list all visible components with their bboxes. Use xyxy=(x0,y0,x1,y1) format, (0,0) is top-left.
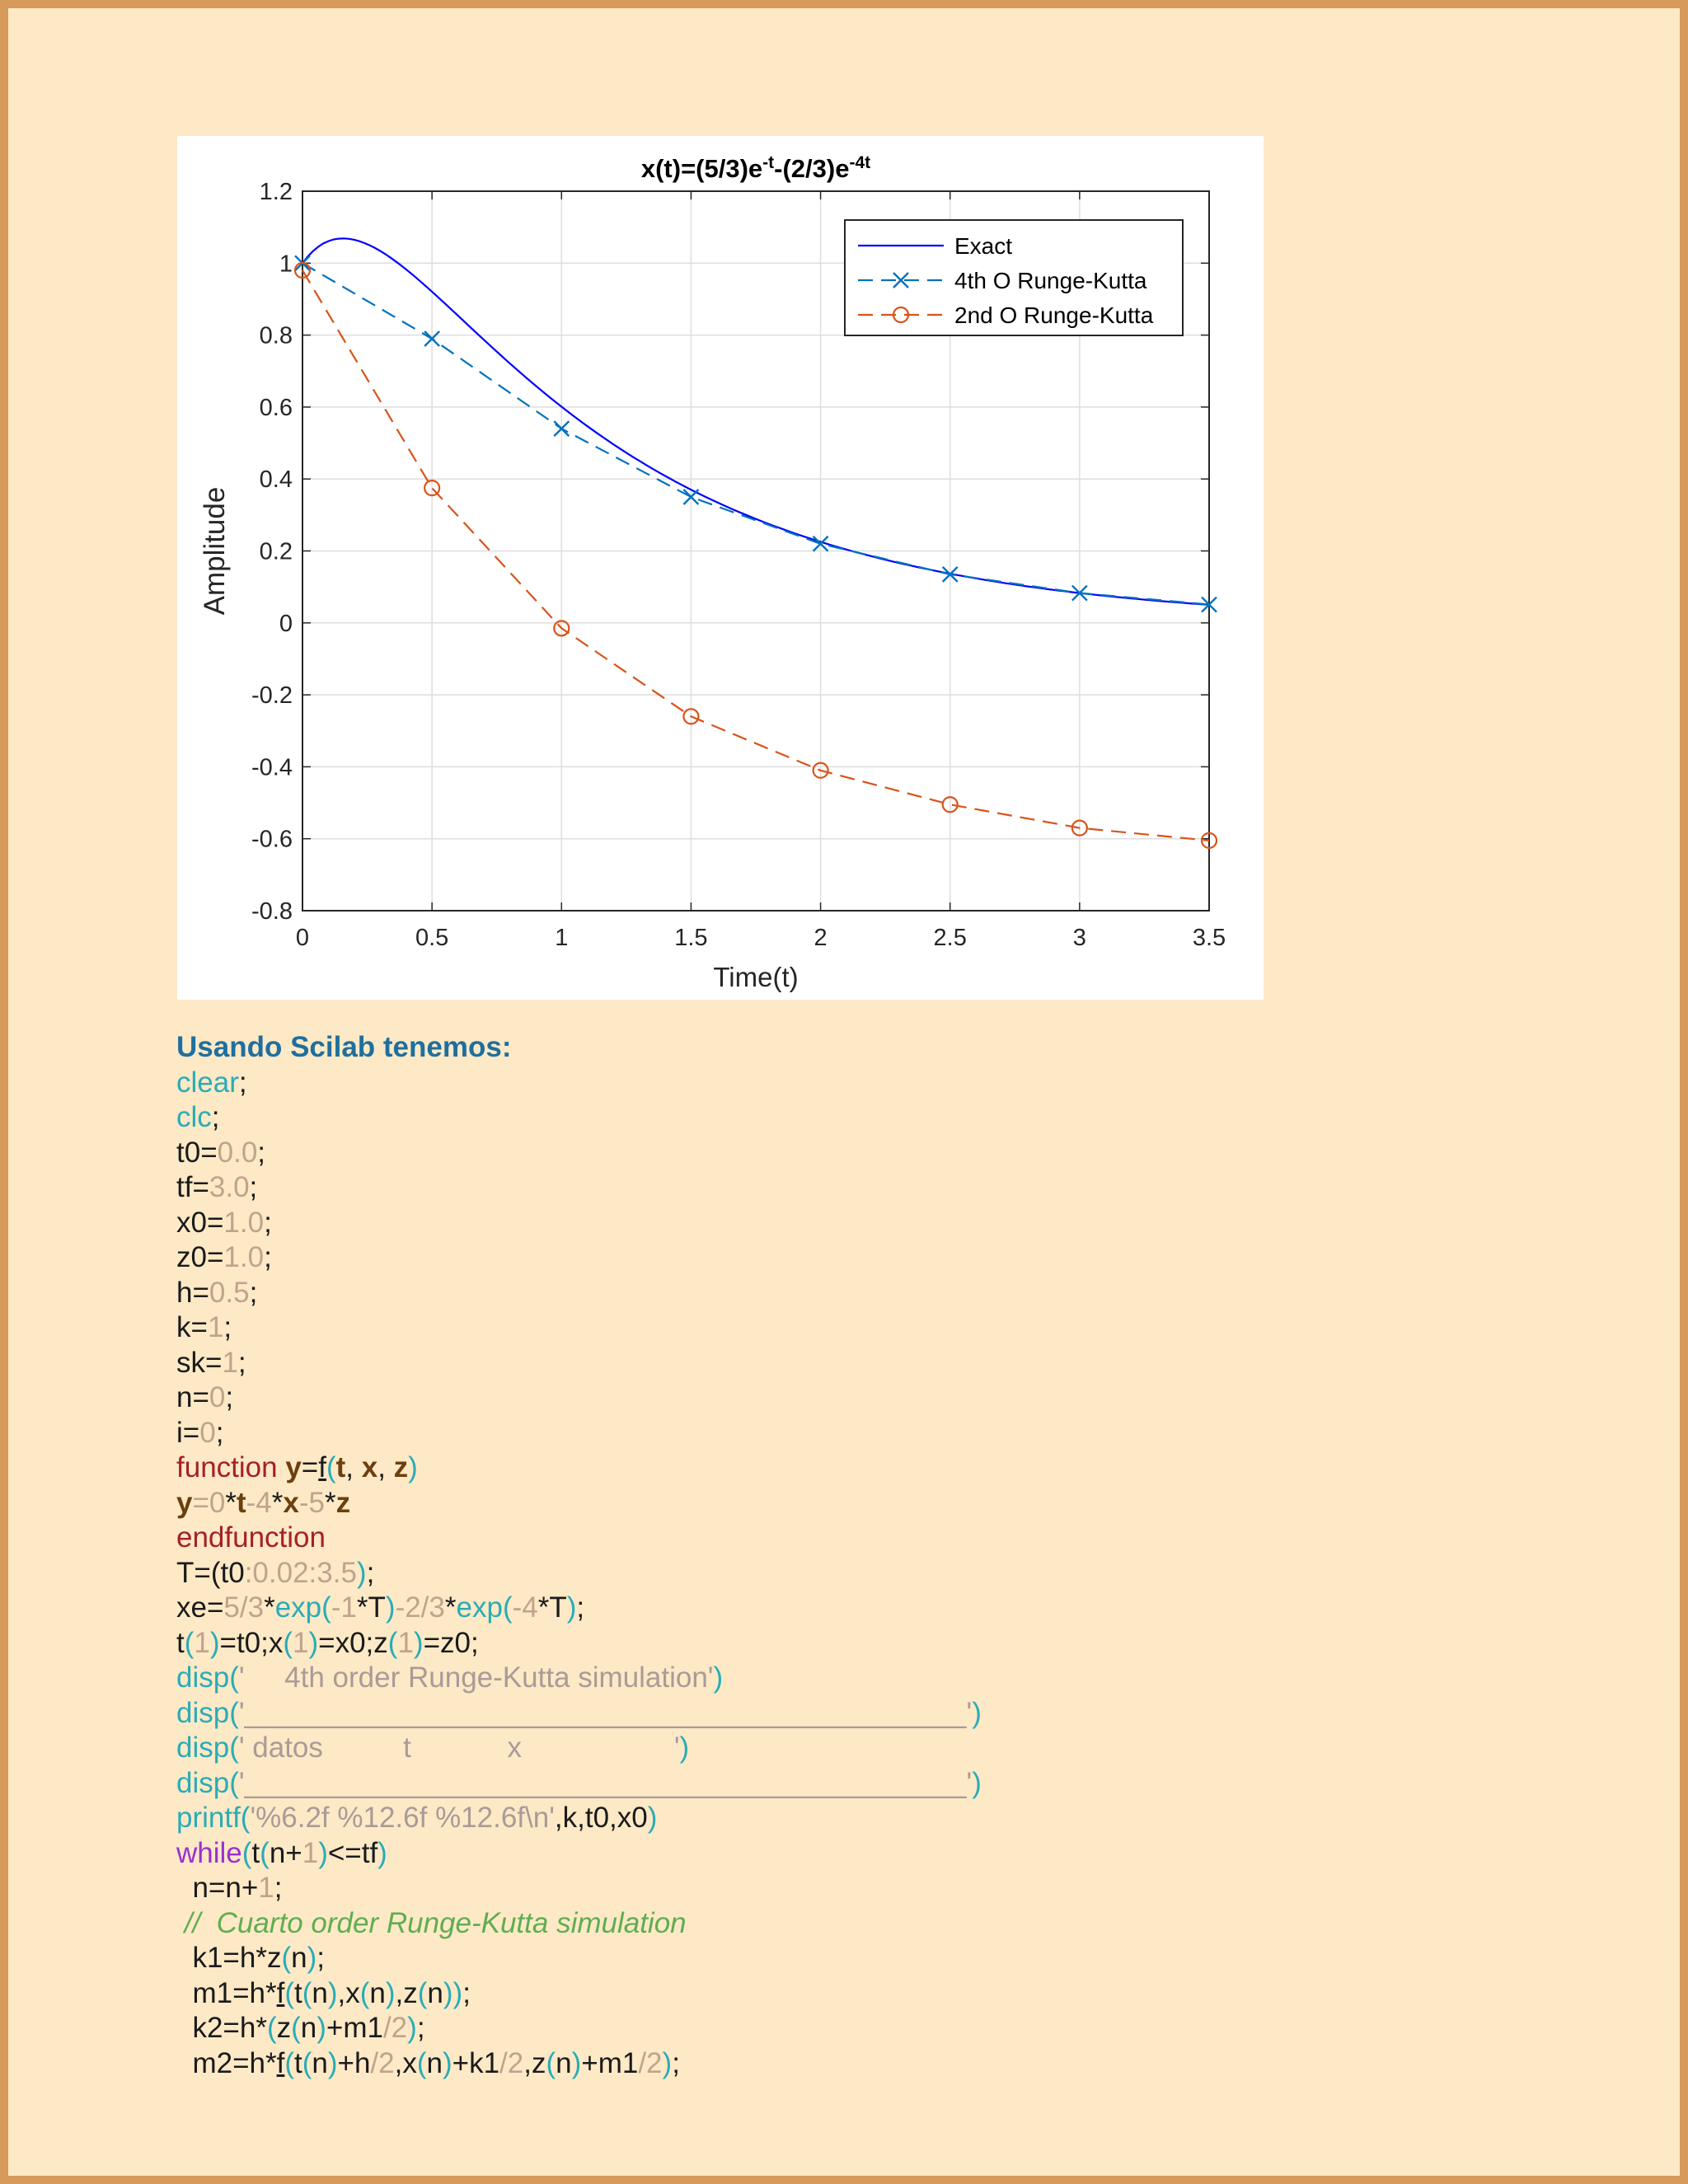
code-line: function y=f(t, x, z) xyxy=(176,1451,418,1483)
code-line: sk=1; xyxy=(176,1346,246,1379)
x-tick-label: 0.5 xyxy=(415,925,449,951)
code-line: n=n+1; xyxy=(176,1872,283,1904)
code-line: while(t(n+1)<=tf) xyxy=(176,1836,387,1869)
legend-label: 2nd O Runge-Kutta xyxy=(954,302,1154,328)
y-tick-label: 0.4 xyxy=(259,466,293,494)
y-axis-label: Amplitude xyxy=(199,486,231,616)
x-tick-label: 1 xyxy=(555,925,569,951)
line-chart xyxy=(177,136,1264,1000)
code-line: k2=h*(z(n)+m1/2); xyxy=(176,2012,425,2044)
series-line-2 xyxy=(302,270,1209,841)
code-line: disp(' 4th order Runge-Kutta simulation') xyxy=(176,1661,724,1694)
y-tick-label: -0.4 xyxy=(251,754,293,781)
code-line: tf=3.0; xyxy=(176,1171,258,1203)
code-line: endfunction xyxy=(176,1521,326,1554)
y-tick-label: 0.2 xyxy=(259,538,293,565)
y-tick-label: 0.8 xyxy=(259,322,293,349)
x-tick-label: 0 xyxy=(295,925,310,951)
code-line: k=1; xyxy=(176,1311,232,1343)
legend-label: 4th O Runge-Kutta xyxy=(954,268,1147,293)
code-line: m1=h*f(t(n),x(n),z(n)); xyxy=(176,1976,471,2009)
code-line: t(1)=t0;x(1)=x0;z(1)=z0; xyxy=(176,1626,479,1659)
y-tick-label: 0.6 xyxy=(259,394,293,421)
code-line: z0=1.0; xyxy=(176,1241,272,1273)
scilab-code-block xyxy=(176,1030,1413,2081)
y-tick-label: -0.8 xyxy=(251,898,293,925)
matlab-figure xyxy=(177,136,1264,1000)
code-line: h=0.5; xyxy=(176,1276,258,1309)
code-line: k1=h*z(n); xyxy=(176,1942,325,1974)
x-tick-label: 1.5 xyxy=(674,925,708,951)
code-line: i=0; xyxy=(176,1416,224,1449)
code-line: clc; xyxy=(176,1101,220,1133)
x-tick-label: 2 xyxy=(814,925,828,951)
y-tick-label: 0 xyxy=(279,610,293,637)
chart-title: $x(t)=(5/3)e^{-t}-(2/3)e^{-4t}$ xyxy=(640,152,871,183)
code-lines xyxy=(176,1066,1413,2082)
code-line: m2=h*f(t(n)+h/2,x(n)+k1/2,z(n)+m1/2); xyxy=(176,2046,680,2079)
y-tick-label: -0.2 xyxy=(251,682,293,710)
y-tick-label: 1.2 xyxy=(259,179,293,205)
code-line: disp('_____________________________________________') xyxy=(176,1766,982,1799)
code-line: xe=5/3*exp(-1*T)-2/3*exp(-4*T); xyxy=(176,1591,585,1624)
code-line: // Cuarto order Runge-Kutta simulation xyxy=(176,1906,687,1939)
code-line: y=0*t-4*x-5*z xyxy=(176,1486,351,1519)
code-line: disp('_____________________________________________') xyxy=(176,1696,982,1729)
code-line: T=(t0:0.02:3.5); xyxy=(176,1556,375,1589)
y-tick-label: 1 xyxy=(279,251,293,278)
x-tick-label: 3 xyxy=(1072,925,1086,951)
code-line: t0=0.0; xyxy=(176,1136,266,1169)
code-line: printf('%6.2f %12.6f %12.6f\n',k,t0,x0) xyxy=(176,1802,658,1834)
code-line: clear; xyxy=(176,1066,247,1099)
x-tick-label: 3.5 xyxy=(1192,925,1226,951)
code-heading: Usando Scilab tenemos: xyxy=(176,1031,512,1063)
code-line: disp(' datos t x ') xyxy=(176,1732,690,1764)
x-axis-label: Time(t) xyxy=(713,962,799,992)
y-tick-label: -0.6 xyxy=(251,826,293,853)
x-tick-label: 2.5 xyxy=(933,925,967,951)
code-line: x0=1.0; xyxy=(176,1206,272,1239)
code-line: n=0; xyxy=(176,1381,234,1413)
legend-label: Exact xyxy=(954,233,1013,259)
